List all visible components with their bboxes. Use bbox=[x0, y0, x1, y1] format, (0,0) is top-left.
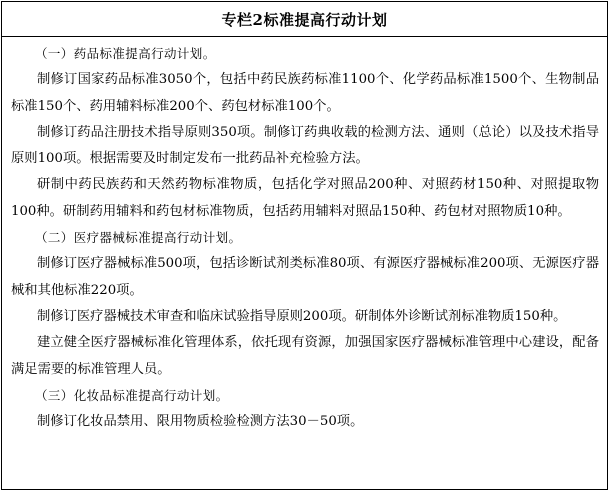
paragraph: 建立健全医疗器械标准化管理体系，依托现有资源，加强国家医疗器械标准管理中心建设，配备满足需要的标准管理人员。 bbox=[11, 335, 599, 377]
paragraph: 制修订化妆品禁用、限用物质检验检测方法30－50项。 bbox=[37, 414, 364, 430]
column-title: 专栏2标准提高行动计划 bbox=[2, 2, 607, 37]
section-heading-drug: （一）药品标准提高行动计划。 bbox=[35, 46, 216, 61]
column-content bbox=[2, 37, 607, 435]
paragraph: 制修订药品注册技术指导原则350项。制修订药典收载的检测方法、通则（总论）以及技术指导原则100项。根据需要及时制定发布一批药品补充检验方法。 bbox=[11, 124, 599, 167]
paragraph: 制修订医疗器械标准500项，包括诊断试剂类标准80项、有源医疗器械标准200项、无源医疗器械和其他标准220项。 bbox=[11, 256, 599, 298]
paragraph: 制修订医疗器械技术审查和临床试验指导原则200项。研制体外诊断试剂标准物质150种。 bbox=[37, 308, 567, 324]
column-box bbox=[1, 1, 608, 490]
section-heading-cosmetics: （三）化妆品标准提高行动计划。 bbox=[35, 387, 229, 403]
paragraph: 制修订国家药品标准3050个，包括中药民族药标准1100个、化学药品标准1500个、生物制品标准150个、药用辅料标准200个、药包材标准100个。 bbox=[11, 72, 599, 114]
paragraph: 研制中药民族药和天然药物标准物质，包括化学对照品200种、对照药材150种、对照提取物100种。研制药用辅料和药包材标准物质，包括药用辅料对照品150种、药包材对照物质10种。 bbox=[11, 177, 599, 219]
section-heading-device: （二）医疗器械标准提高行动计划。 bbox=[35, 230, 242, 246]
